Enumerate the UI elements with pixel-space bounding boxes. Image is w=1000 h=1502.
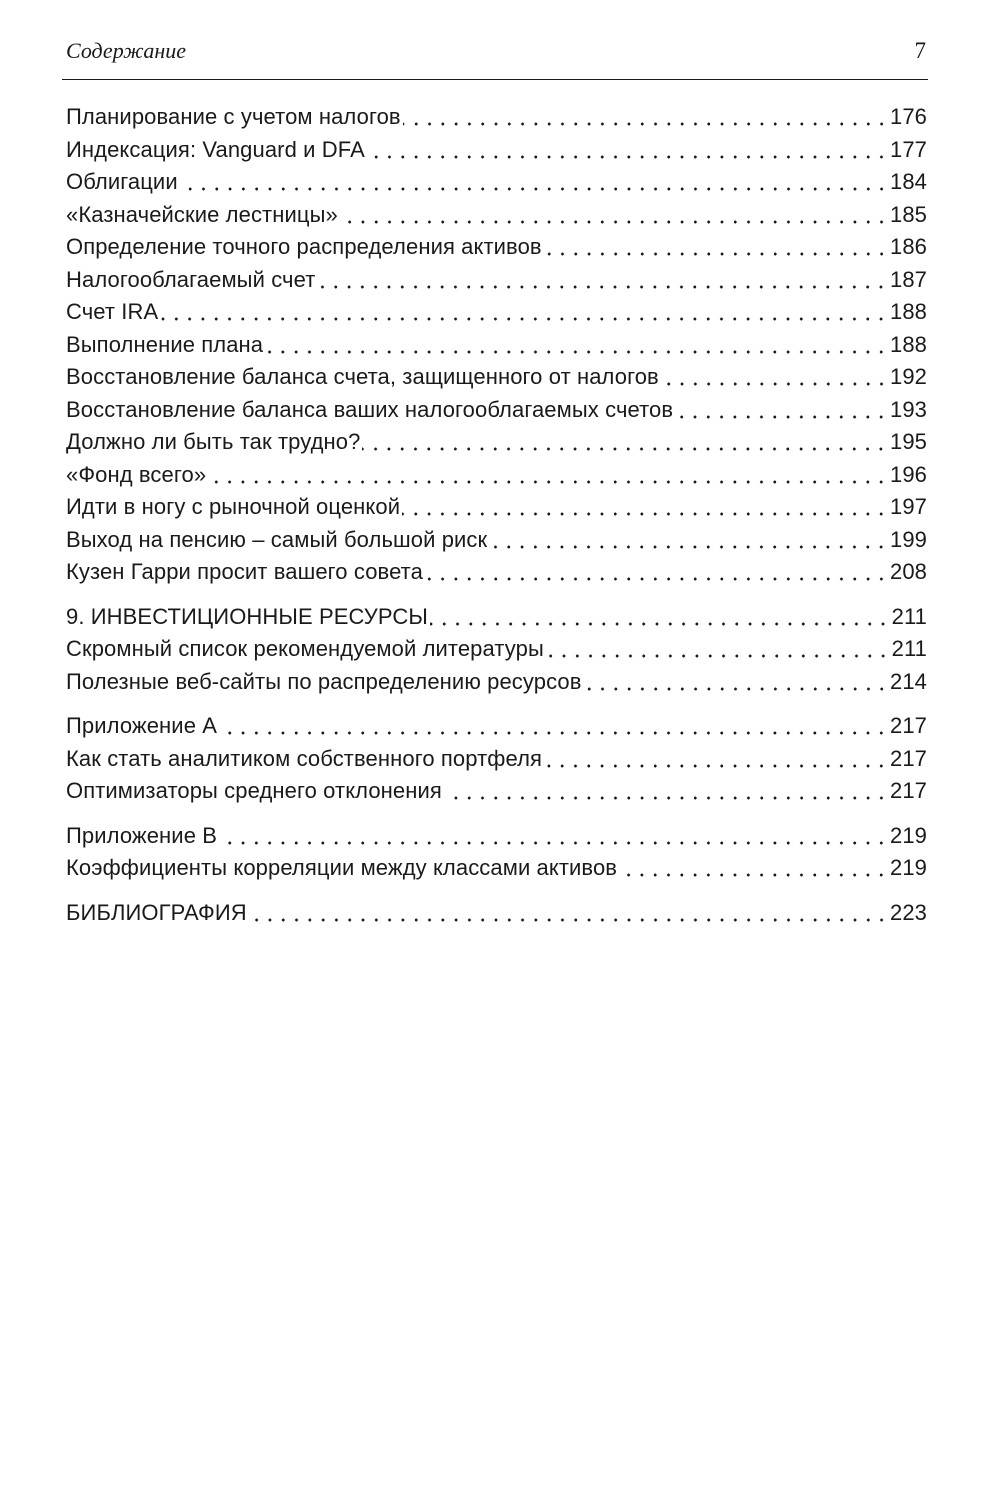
toc-entry bbox=[66, 361, 927, 394]
toc-entry bbox=[66, 426, 927, 459]
toc-entry-title: Определение точного распределения активов bbox=[66, 234, 542, 259]
table-of-contents bbox=[66, 101, 927, 929]
running-head-title: Содержание bbox=[66, 38, 187, 63]
toc-entry-page: 223 bbox=[889, 899, 927, 925]
dot-leader bbox=[317, 285, 888, 289]
toc-entry-page: 196 bbox=[889, 461, 927, 487]
toc-entry-page: 211 bbox=[891, 603, 927, 629]
toc-entry-title: Приложение В bbox=[66, 822, 218, 848]
toc-entry-page: 219 bbox=[889, 855, 927, 880]
dot-leader bbox=[265, 350, 888, 354]
toc-entry-page: 187 bbox=[889, 266, 927, 292]
toc-entry-title: «Фонд всего» bbox=[66, 461, 207, 487]
toc-entry-title: Полезные веб-сайты по распределению ресурсов bbox=[66, 668, 582, 694]
dot-leader bbox=[489, 545, 888, 549]
dot-leader bbox=[340, 220, 888, 224]
toc-entry-title: Восстановление баланса счета, защищенного от налогов bbox=[66, 364, 659, 389]
dot-leader bbox=[249, 918, 888, 922]
toc-entry-title: Приложение А bbox=[66, 713, 218, 738]
toc-entry bbox=[66, 394, 927, 427]
dot-leader bbox=[675, 415, 888, 419]
toc-entry-title: Выход на пенсию – самый большой риск bbox=[66, 526, 488, 552]
toc-entry bbox=[66, 524, 927, 557]
toc-entry-page: 214 bbox=[889, 668, 927, 694]
toc-entry-title: Выполнение плана bbox=[66, 331, 264, 357]
dot-leader bbox=[219, 841, 888, 845]
toc-chapter-entry bbox=[66, 601, 927, 634]
dot-leader bbox=[208, 480, 888, 484]
toc-entry bbox=[66, 852, 927, 885]
toc-entry bbox=[66, 633, 927, 666]
toc-entry-title: Планирование с учетом налогов bbox=[66, 104, 401, 129]
toc-entry-page: 177 bbox=[889, 136, 927, 162]
dot-leader bbox=[546, 654, 890, 658]
dot-leader bbox=[402, 512, 888, 516]
toc-entry bbox=[66, 231, 927, 264]
dot-leader bbox=[362, 447, 888, 451]
toc-entry-page: 185 bbox=[889, 201, 927, 227]
dot-leader bbox=[160, 317, 888, 321]
toc-entry-title: Кузен Гарри просит вашего совета bbox=[66, 559, 423, 584]
dot-leader bbox=[425, 577, 888, 581]
toc-entry bbox=[66, 199, 927, 232]
toc-entry-page: 219 bbox=[889, 822, 927, 848]
toc-entry-title: Как стать аналитиком собственного портфеля bbox=[66, 745, 543, 771]
toc-entry bbox=[66, 459, 927, 492]
toc-appendix-entry bbox=[66, 710, 927, 743]
toc-entry bbox=[66, 775, 927, 808]
dot-leader bbox=[444, 796, 888, 800]
dot-leader bbox=[619, 873, 888, 877]
toc-entry-page: 188 bbox=[889, 299, 927, 324]
toc-entry-page: 217 bbox=[889, 713, 927, 738]
toc-entry bbox=[66, 491, 927, 524]
toc-entry bbox=[66, 556, 927, 589]
toc-entry-page: 211 bbox=[891, 636, 927, 661]
toc-entry-page: 192 bbox=[889, 364, 927, 389]
toc-entry bbox=[66, 666, 927, 699]
toc-entry-title: «Казначейские лестницы» bbox=[66, 201, 338, 227]
dot-leader bbox=[367, 155, 888, 159]
toc-entry-title: Должно ли быть так трудно? bbox=[66, 429, 361, 454]
toc-entry-title: Налогооблагаемый счет bbox=[66, 266, 316, 292]
toc-entry-title: Коэффициенты корреляции между классами активов bbox=[66, 855, 618, 880]
toc-entry-title: Оптимизаторы среднего отклонения bbox=[66, 778, 442, 803]
toc-entry-page: 197 bbox=[889, 494, 927, 519]
toc-entry-page: 186 bbox=[889, 234, 927, 259]
toc-entry-title: Индексация: Vanguard и DFA bbox=[66, 136, 365, 162]
toc-entry-page: 199 bbox=[889, 526, 927, 552]
toc-entry bbox=[66, 134, 927, 167]
dot-leader bbox=[180, 187, 888, 191]
toc-entry-page: 208 bbox=[889, 559, 927, 584]
toc-entry-page: 184 bbox=[889, 169, 927, 194]
toc-entry bbox=[66, 101, 927, 134]
toc-entry-page: 188 bbox=[889, 331, 927, 357]
toc-entry-page: 195 bbox=[889, 429, 927, 454]
toc-entry bbox=[66, 264, 927, 297]
toc-entry-page: 176 bbox=[889, 104, 927, 129]
dot-leader bbox=[544, 252, 888, 256]
toc-entry-page: 217 bbox=[889, 778, 927, 803]
toc-bibliography-entry bbox=[66, 897, 927, 930]
toc-entry-title: Идти в ногу с рыночной оценкой bbox=[66, 494, 401, 519]
toc-entry-title: Скромный список рекомендуемой литературы bbox=[66, 636, 544, 661]
toc-entry bbox=[66, 743, 927, 776]
toc-entry-title: БИБЛИОГРАФИЯ bbox=[66, 899, 247, 925]
toc-entry bbox=[66, 329, 927, 362]
toc-entry bbox=[66, 296, 927, 329]
toc-entry-title: 9. ИНВЕСТИЦИОННЫЕ РЕСУРСЫ bbox=[66, 603, 428, 629]
dot-leader bbox=[584, 687, 888, 691]
running-head bbox=[66, 36, 926, 70]
dot-leader bbox=[661, 382, 888, 386]
toc-entry-title: Счет IRA bbox=[66, 299, 159, 324]
dot-leader bbox=[544, 764, 888, 768]
dot-leader bbox=[403, 122, 888, 126]
toc-entry-title: Восстановление баланса ваших налогооблагаемых счетов bbox=[66, 396, 674, 422]
header-rule bbox=[62, 79, 928, 80]
toc-entry-page: 217 bbox=[889, 745, 927, 771]
dot-leader bbox=[430, 622, 890, 626]
page-number: 7 bbox=[914, 38, 926, 63]
toc-entry-page: 193 bbox=[889, 396, 927, 422]
toc-appendix-entry bbox=[66, 820, 927, 853]
toc-entry bbox=[66, 166, 927, 199]
dot-leader bbox=[219, 731, 888, 735]
toc-entry-title: Облигации bbox=[66, 169, 178, 194]
